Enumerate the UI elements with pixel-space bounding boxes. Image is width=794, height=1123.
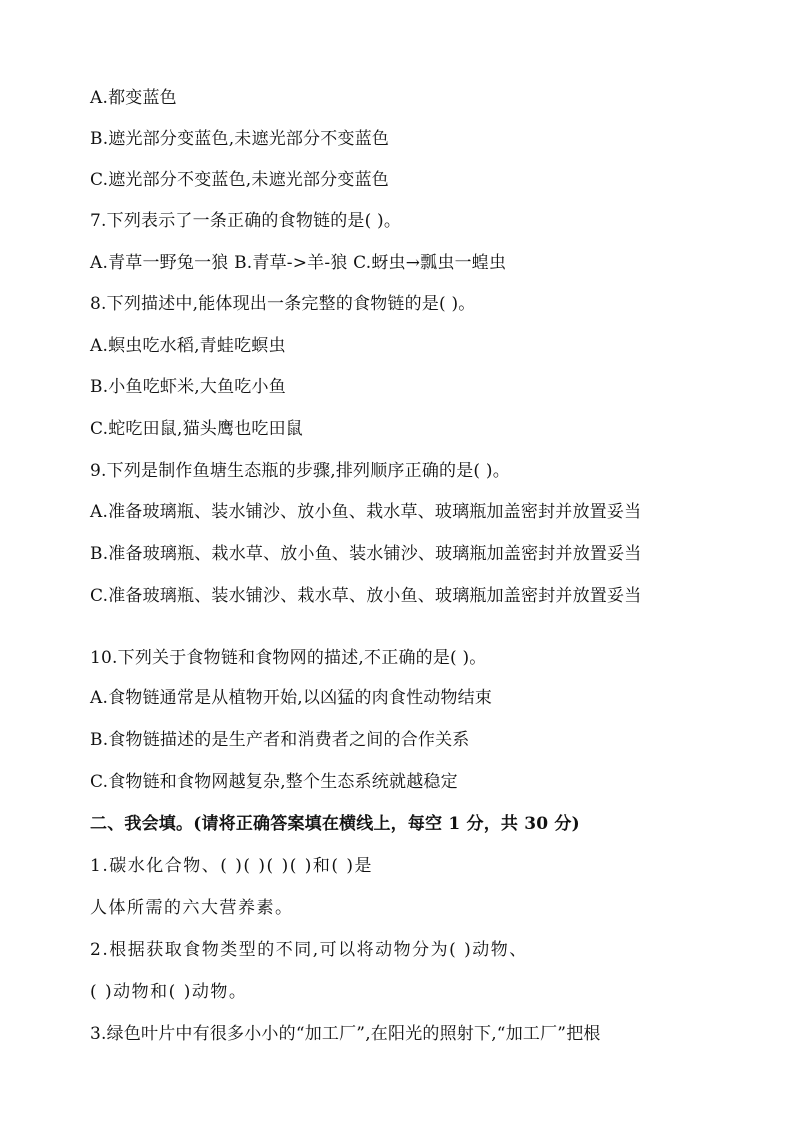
fill-question-2-cont: ( )动物和( )动物。	[90, 982, 248, 1002]
question-8-option-b: B.小鱼吃虾米,大鱼吃小鱼	[90, 377, 286, 397]
fill-question-1: 1.碳水化合物、( )( )( )( )和( )是	[90, 856, 374, 876]
question-8-option-a: A.螟虫吃水稻,青蛙吃螟虫	[90, 336, 286, 356]
question-8-option-c: C.蛇吃田鼠,猫头鹰也吃田鼠	[90, 419, 304, 439]
section-two-heading: 二、我会填。(请将正确答案填在横线上，每空 1 分，共 30 分)	[90, 814, 580, 834]
question-9: 9.下列是制作鱼塘生态瓶的步骤,排列顺序正确的是( )。	[90, 461, 510, 481]
question-9-option-c: C.准备玻璃瓶、装水铺沙、栽水草、放小鱼、玻璃瓶加盖密封并放置妥当	[90, 586, 642, 606]
question-9-option-a: A.准备玻璃瓶、装水铺沙、放小鱼、栽水草、玻璃瓶加盖密封并放置妥当	[90, 502, 642, 522]
question-10-option-a: A.食物链通常是从植物开始,以凶猛的肉食性动物结束	[90, 688, 493, 708]
question-9-option-b: B.准备玻璃瓶、栽水草、放小鱼、装水铺沙、玻璃瓶加盖密封并放置妥当	[90, 544, 642, 564]
question-10-option-b: B.食物链描述的是生产者和消费者之间的合作关系	[90, 730, 470, 750]
question-10-option-c: C.食物链和食物网越复杂,整个生态系统就越稳定	[90, 772, 458, 792]
question-10: 10.下列关于食物链和食物网的描述,不正确的是( )。	[90, 648, 487, 668]
fill-question-1-cont: 人体所需的六大营养素。	[90, 898, 294, 918]
question-7-options: A.青草一野兔一狼 B.青草->羊-狼 C.蚜虫→瓢虫一蝗虫	[90, 253, 507, 273]
option-a-all-blue: A.都变蓝色	[90, 88, 177, 108]
fill-question-2: 2.根据获取食物类型的不同,可以将动物分为( )动物、	[90, 940, 528, 960]
fill-question-3: 3.绿色叶片中有很多小小的“加工厂”,在阳光的照射下,“加工厂”把根	[90, 1024, 601, 1044]
question-8: 8.下列描述中,能体现出一条完整的食物链的是( )。	[90, 294, 476, 314]
question-7: 7.下列表示了一条正确的食物链的是( )。	[90, 211, 402, 231]
option-c-uncovered-blue: C.遮光部分不变蓝色,未遮光部分变蓝色	[90, 170, 390, 190]
option-b-covered-blue: B.遮光部分变蓝色,未遮光部分不变蓝色	[90, 129, 390, 149]
